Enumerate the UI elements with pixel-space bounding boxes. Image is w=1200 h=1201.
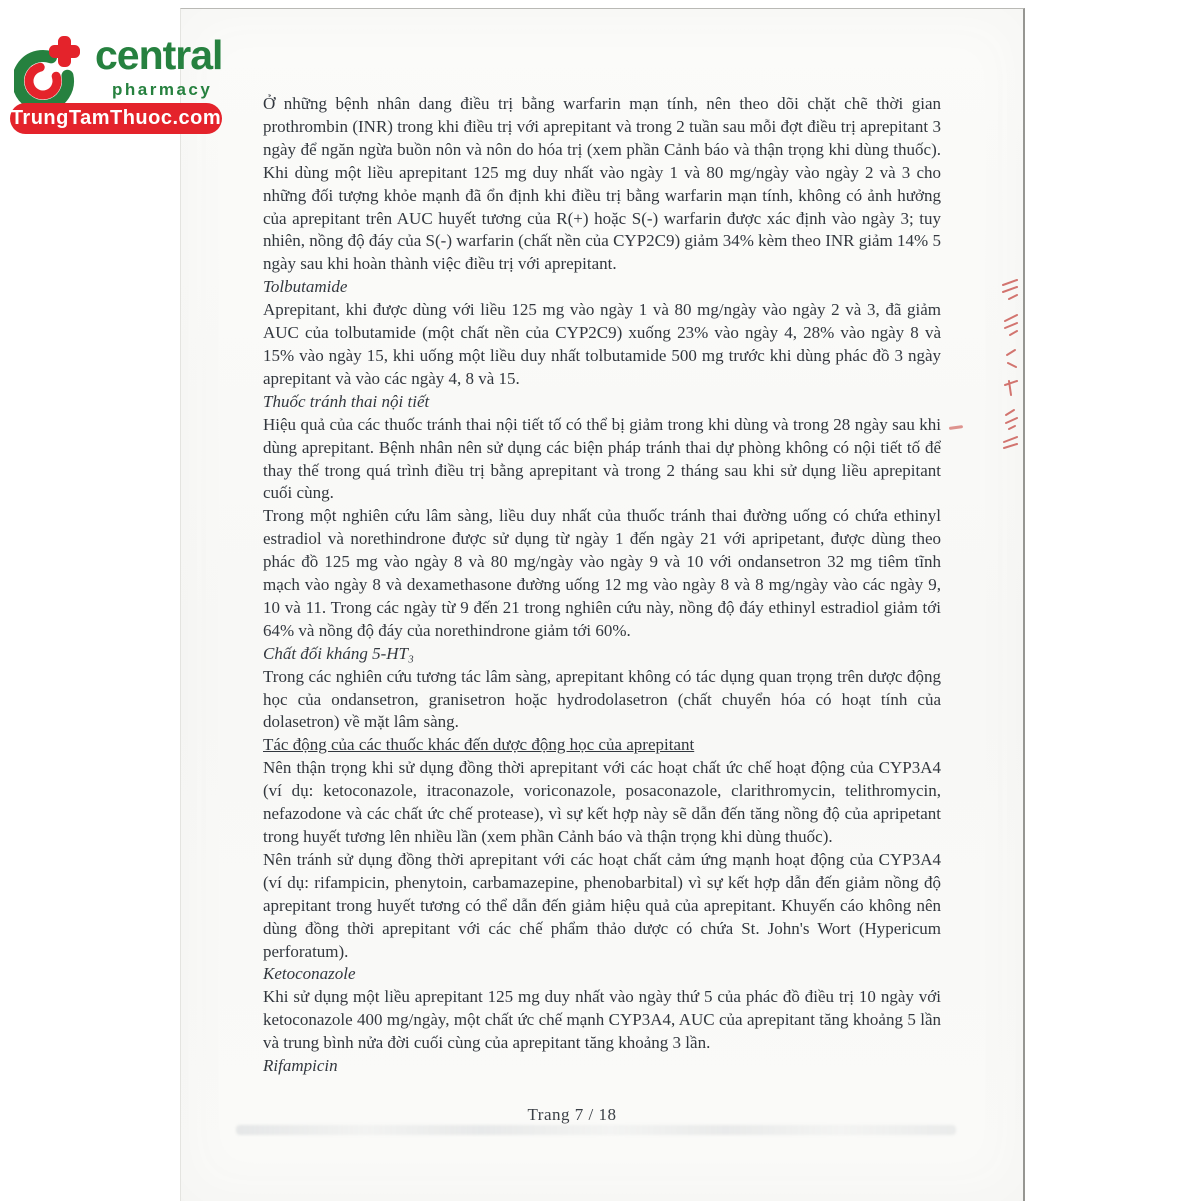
red-margin-dash [949, 425, 963, 430]
paragraph-5ht3-antagonists: Trong các nghiên cứu tương tác lâm sàng, aprepitant không có tác dụng quan trọng trên dược động học của ondansetron, granisetron hoặc hydrodolasetron (chất chuyển hóa có hoạt tính của dolasetron) về mặt lâm sàng. [263, 666, 941, 732]
paragraph-warfarin: Ở những bệnh nhân dang điều trị bằng warfarin mạn tính, nên theo dõi chặt chẽ thời gian prothrombin (INR) trong khi điều trị với aprepitant và trong 2 tuần sau mỗi đợt điều trị aprepitant 3 ngày để ngăn ngừa buồn nôn và nôn do hóa trị (xem phần Cảnh báo và thận trọng khi dùng thuốc). Khi dùng một liều aprepitant 125 mg duy nhất vào ngày 1 và 80 mg/ngày vào ngày 2 và 3 cho những đối tượng khỏe mạnh đã ổn định khi điều trị bằng warfarin mạn tính, không có ảnh hưởng của aprepitant trên AUC huyết tương của R(+) hoặc S(-) warfarin được xác định vào ngày 3; tuy nhiên, nồng độ đáy của S(-) warfarin (chất nền của CYP2C9) giảm 34% kèm theo INR giảm 14% 5 ngày sau khi hoàn thành việc điều trị với aprepitant. [263, 94, 941, 274]
logo-brand-text: central [95, 32, 223, 78]
section-heading-contraceptives: Thuốc tránh thai nội tiết [263, 391, 430, 411]
section-heading-tolbutamide: Tolbutamide [263, 277, 348, 297]
section-heading-5ht3-antagonists: Chất đối kháng 5-HT₃ [263, 643, 414, 663]
paragraph-cyp3a4-inducers: Nên tránh sử dụng đồng thời aprepitant với các hoạt chất cảm ứng mạnh hoạt động của CYP3A4 (ví dụ: rifampicin, phenytoin, carbamazepine, phenobarbital) vì sự kết hợp dẫn đến giảm nồng độ aprepitant trong huyết tương có thể dẫn đến giảm hiệu quả của aprepitant. Khuyến cáo không nên dùng đồng thời aprepitant với các chế phẩm thảo dược có chứa St. John's Wort (Hypericum perforatum). [263, 849, 941, 961]
document-body [263, 93, 941, 1078]
paragraph-tolbutamide: Aprepitant, khi được dùng với liều 125 mg vào ngày 1 và 80 mg/ngày vào ngày 2 và 3, đã giảm AUC của tolbutamide (một chất nền của CYP2C9) xuống 23% vào ngày 4, 28% vào ngày 8 và 15% vào ngày 15, khi uống một liều duy nhất tolbutamide 500 mg trước khi dùng phác đồ 3 ngày aprepitant và vào các ngày 4, 8 và 15. [263, 300, 941, 388]
section-heading-rifampicin: Rifampicin [263, 1056, 338, 1076]
logo-banner: TrungTamThuoc.com [10, 103, 222, 134]
logo-c-plus-icon [14, 36, 90, 112]
page-number: Trang 7 / 18 [527, 1105, 617, 1124]
central-pharmacy-logo [10, 26, 232, 138]
red-margin-annotation-icon [997, 277, 1023, 452]
paragraph-ketoconazole: Khi sử dụng một liều aprepitant 125 mg duy nhất vào ngày thứ 5 của phác đồ điều trị 10 ngày với ketoconazole 400 mg/ngày, một chất ức chế mạnh CYP3A4, AUC của aprepitant tăng khoảng 5 lần và trung bình nửa đời cuối cùng của aprepitant tăng khoảng 3 lần. [263, 987, 941, 1053]
bleed-through-ghost-text [236, 1125, 956, 1135]
section-heading-ketoconazole: Ketoconazole [263, 964, 356, 984]
section-heading-effects-of-other-drugs: Tác động của các thuốc khác đến dược động học của aprepitant [263, 735, 695, 755]
document-page [180, 8, 1025, 1201]
logo-sub-brand-text: pharmacy [112, 80, 213, 99]
paragraph-contraceptives-1: Hiệu quả của các thuốc tránh thai nội tiết tố có thể bị giảm trong khi dùng và trong 28 ngày sau khi dùng aprepitant. Bệnh nhân nên sử dụng các biện pháp tránh thai dự phòng không có nội tiết tố để thay thế trong quá trình điều trị bằng aprepitant và trong 2 tháng sau khi sử dụng liều aprepitant cuối cùng. [263, 414, 941, 503]
paragraph-contraceptives-2: Trong một nghiên cứu lâm sàng, liều duy nhất của thuốc tránh thai đường uống có chứa ethinyl estradiol và norethindrone được sử dụng từ ngày 1 đến ngày 21 với apripetant, được dùng theo phác đồ 125 mg vào ngày 8 và 80 mg/ngày vào ngày 9 và 10 với ondansetron 32 mg tiêm tĩnh mạch vào ngày 8 và dexamethasone đường uống 12 mg vào ngày 8 và 8 mg/ngày vào các ngày 9, 10 và 11. Trong các ngày từ 9 đến 21 trong nghiên cứu này, nồng độ đáy ethinyl estradiol giảm tới 64% và nồng độ đáy của norethindrone giảm tới 60%. [263, 506, 941, 640]
paragraph-cyp3a4-inhibitors: Nên thận trọng khi sử dụng đồng thời aprepitant với các hoạt chất ức chế hoạt động của CYP3A4 (ví dụ: ketoconazole, itraconazole, voriconazole, posaconazole, clarithromycin, telithromycin, nefazodone và các chất ức chế protease), vì sự kết hợp này sẽ dẫn đến tăng nồng độ của apripetant trong huyết tương lên nhiều lần (xem phần Cảnh báo và thận trọng khi dùng thuốc). [263, 758, 941, 846]
